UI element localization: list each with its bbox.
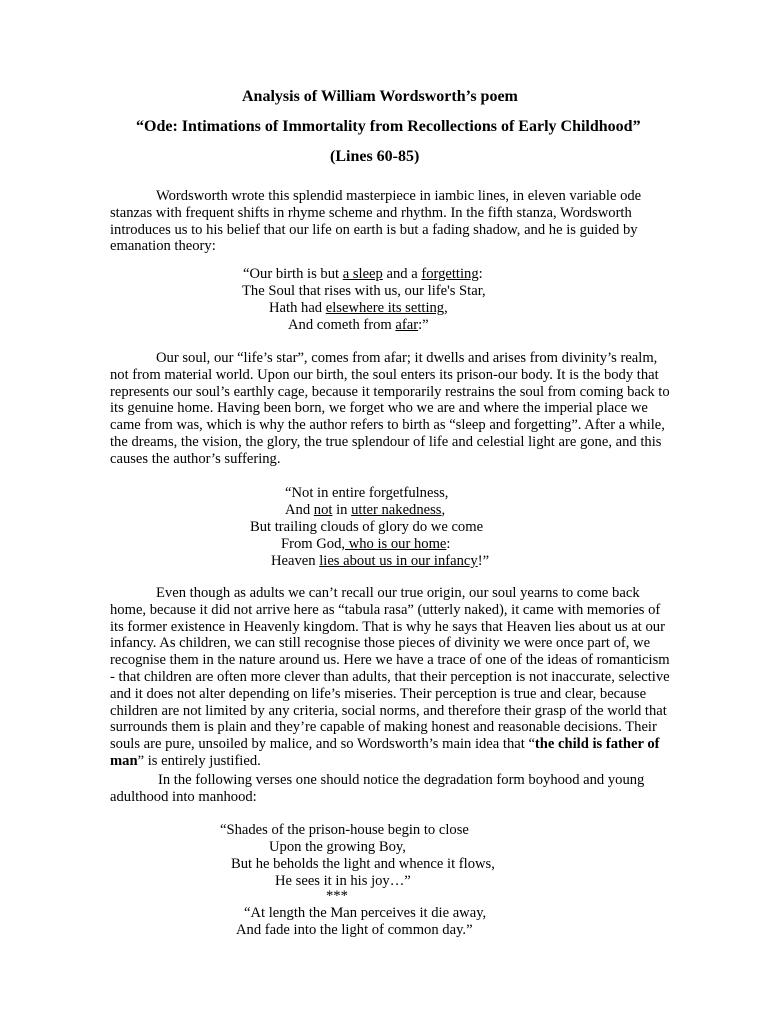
quote2-line-3: But trailing clouds of glory do we come [250, 519, 484, 535]
quote1-line-2: The Soul that rises with us, our life's Star, [242, 283, 486, 299]
paragraph-3: Even though as adults we can’t recall our true origin, our soul yearns to come back home, because it did not arrive here as “tabula rasa” (utterly naked), it came with memories of its former existence in Heavenly kingdom. That is why he says that Heaven lies about us at our infancy. As children, we can still recognise those pieces of divinity we were once part of, we recognise them in the nature around us. Here we have a trace of one of the ideas of romanticism - that children are often more clever than adults, that their perception is not inaccurate, selective and it does not alter depending on life’s miseries. Their perception is true and clear, because children are not limited by any criteria, social norms, and therefore their grasp of the world that surrounds them is plain and they’re capable of making honest and reasonable decisions. Their souls are pure, unsoiled by malice, and so Wordsworth’s main idea that “the child is father of man” is entirely justified. [110, 585, 670, 769]
title-line-3: (Lines 60-85) [330, 148, 420, 165]
quote2-line-4: From God, who is our home: [281, 536, 451, 552]
quote3-line-5: “At length the Man perceives it die away, [244, 905, 487, 921]
quote2-line-5: Heaven lies about us in our infancy!” [271, 553, 490, 569]
quote3-line-2: Upon the growing Boy, [269, 839, 406, 855]
quote3-line-6: And fade into the light of common day.” [236, 922, 473, 938]
quote3-separator: *** [326, 888, 348, 904]
paragraph-2 [110, 350, 670, 468]
quote2-line-2: And not in utter nakedness, [285, 502, 446, 518]
quote1-line-1: “Our birth is but a sleep and a forgetting: [243, 266, 483, 282]
paragraph-2-text: Our soul, our “life’s star”, comes from afar; it dwells and arises from divinity’s realm, not from material world. Upon our birth, the soul enters its prison-our body. It is the body that represents our soul’s earthly cage, because it temporarily restrains the soul from coming back to its genuine home. Having been born, we forget who we are and where the imperial place we came from was, which is why the author refers to birth as “sleep and forgetting”. After a while, the dreams, the vision, the glory, the true splendour of life and celestial light are gone, and this causes the author’s suffering. [110, 350, 670, 467]
quote3-line-1: “Shades of the prison-house begin to close [220, 822, 469, 838]
paragraph-4 [110, 772, 670, 806]
paragraph-1-text: Wordsworth wrote this splendid masterpiece in iambic lines, in eleven variable ode stanzas with frequent shifts in rhyme scheme and rhythm. In the fifth stanza, Wordsworth introduces us to his belief that our life on earth is but a fading shadow, and he is guided by emanation theory: [110, 188, 642, 255]
title-line-1: Analysis of William Wordsworth’s poem [242, 88, 518, 105]
key-phrase: the child is father of man [110, 736, 660, 769]
quote3-line-3: But he beholds the light and whence it flows, [231, 856, 495, 872]
paragraph-4-text: In the following verses one should notice the degradation form boyhood and young adulthood into manhood: [110, 772, 645, 805]
quote2-line-1: “Not in entire forgetfulness, [285, 485, 449, 501]
paragraph-1 [110, 188, 670, 255]
quote3-line-4: He sees it in his joy…” [275, 873, 411, 889]
quote1-line-4: And cometh from afar:” [288, 317, 429, 333]
quote1-line-3: Hath had elsewhere its setting, [269, 300, 448, 316]
title-line-2: “Ode: Intimations of Immortality from Recollections of Early Childhood” [136, 118, 641, 135]
